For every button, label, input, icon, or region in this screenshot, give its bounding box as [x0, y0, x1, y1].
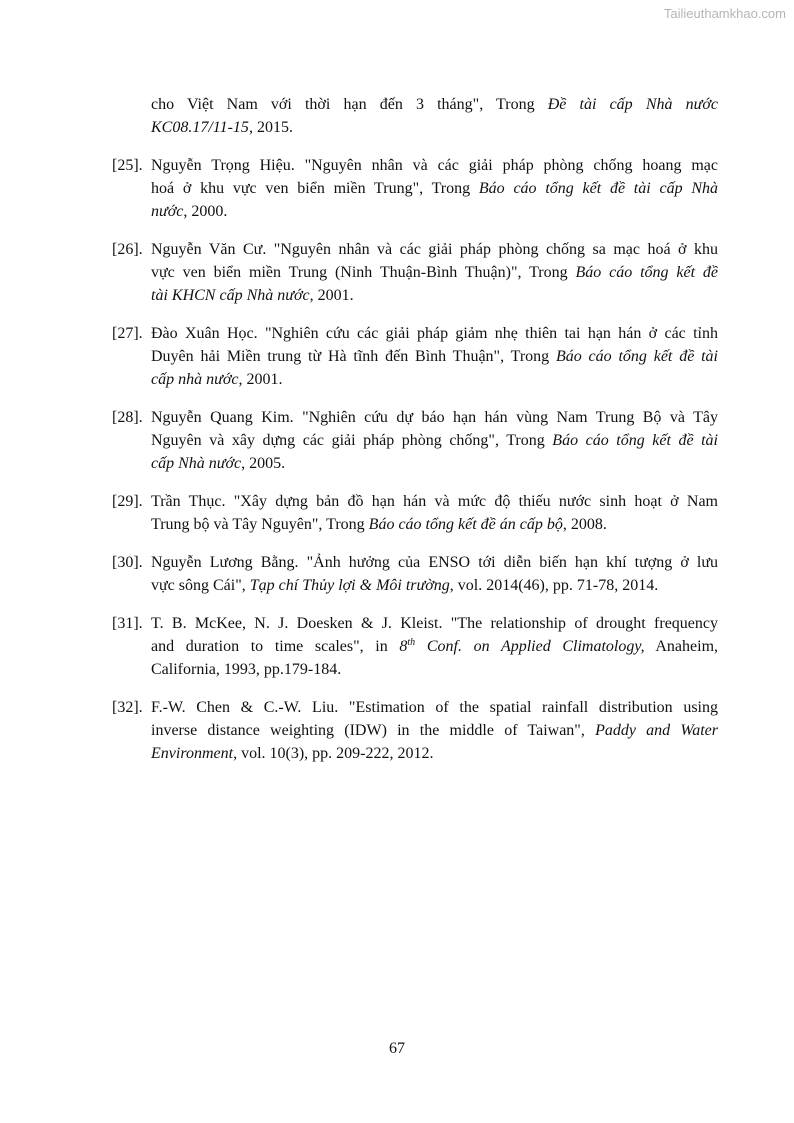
italic-title-text: 8 — [399, 638, 408, 655]
reference-line — [151, 200, 718, 223]
italic-title-text: nước — [151, 203, 184, 220]
reference-line — [151, 406, 718, 429]
reference-number: [29]. — [112, 493, 143, 510]
italic-title-text: Báo cáo tổng kết đề tài — [552, 432, 718, 449]
reference-text: and duration to time scales", in — [151, 638, 400, 655]
reference-text: , 2008. — [562, 516, 607, 533]
italic-title-text: Báo cáo tổng kết đề — [575, 264, 719, 281]
reference-line — [151, 551, 718, 574]
italic-title-text: cấp Nhà nước — [151, 455, 242, 472]
reference-line — [151, 719, 718, 742]
reference-list — [0, 93, 794, 780]
reference-line — [151, 93, 718, 116]
reference-number: [31]. — [112, 615, 143, 632]
reference-item — [0, 406, 718, 475]
reference-text: hoá ở khu vực ven biển miền Trung", Trong — [151, 180, 479, 197]
italic-title-text: cấp nhà nước — [151, 371, 239, 388]
reference-text: vực ven biển miền Trung (Ninh Thuận-Bình Thuận)", Trong — [151, 264, 576, 281]
reference-text: Trung bộ và Tây Nguyên", Trong — [151, 516, 369, 533]
reference-line — [151, 452, 718, 475]
reference-number: [32]. — [112, 699, 143, 716]
reference-text: Duyên hải Miền trung từ Hà tĩnh đến Bình Thuận", Trong — [151, 348, 556, 365]
italic-title-text: Báo cáo tổng kết đề tài — [555, 348, 719, 365]
reference-line — [151, 238, 718, 261]
reference-text: cho Việt Nam với thời hạn đến 3 tháng", Trong — [151, 96, 548, 113]
reference-text: , 2001. — [238, 371, 283, 388]
reference-line — [151, 742, 718, 765]
reference-text: , 2000. — [183, 203, 228, 220]
reference-line — [151, 261, 718, 284]
reference-item — [0, 93, 718, 139]
reference-text: , 2001. — [309, 287, 354, 304]
reference-text: , vol. 10(3), pp. 209-222, 2012. — [233, 745, 434, 762]
italic-title-text: Tạp chí Thủy lợi & Môi trường — [249, 577, 450, 594]
reference-line — [151, 696, 718, 719]
reference-text: Trần Thục. "Xây dựng bản đồ hạn hán và mức độ thiếu nước sinh hoạt ở Nam — [151, 493, 718, 510]
italic-title-text: tài KHCN cấp Nhà nước — [151, 287, 310, 304]
reference-line — [151, 368, 718, 391]
italic-title-text: th — [407, 637, 416, 648]
reference-text: Nguyễn Trọng Hiệu. "Nguyên nhân và các giải pháp phòng chống hoang mạc — [151, 157, 718, 174]
reference-text: Nguyễn Văn Cư. "Nguyên nhân và các giải pháp phòng chống sa mạc hoá ở khu — [151, 241, 718, 258]
reference-text: Nguyễn Quang Kim. "Nghiên cứu dự báo hạn hán vùng Nam Trung Bộ và Tây — [151, 409, 718, 426]
reference-item — [0, 696, 718, 765]
reference-text: Anaheim, — [644, 638, 719, 655]
reference-text: Nguyễn Lương Bằng. "Ảnh hưởng của ENSO tới diễn biến hạn khí tượng ở lưu — [151, 554, 718, 571]
reference-line — [151, 490, 718, 513]
italic-title-text: Đề tài cấp Nhà nước — [547, 96, 718, 113]
reference-text: Đào Xuân Học. "Nghiên cứu các giải pháp giảm nhẹ thiên tai hạn hán ở các tỉnh — [151, 325, 718, 342]
reference-line — [151, 574, 718, 597]
reference-number: [26]. — [112, 241, 143, 258]
reference-item — [0, 154, 718, 223]
reference-line — [151, 116, 718, 139]
reference-line — [151, 513, 718, 536]
italic-title-text: Báo cáo tổng kết đề tài cấp Nhà — [478, 180, 718, 197]
italic-title-text: Paddy and Water — [595, 722, 718, 739]
reference-text: inverse distance weighting (IDW) in the middle of Taiwan", — [151, 722, 596, 739]
italic-title-text: Conf. on Applied Climatology, — [415, 638, 645, 655]
italic-title-text: Báo cáo tổng kết đề án cấp bộ — [368, 516, 563, 533]
reference-item — [0, 238, 718, 307]
reference-text: F.-W. Chen & C.-W. Liu. "Estimation of the spatial rainfall distribution using — [151, 699, 718, 716]
reference-item — [0, 322, 718, 391]
reference-number: [30]. — [112, 554, 143, 571]
reference-line — [151, 612, 718, 635]
reference-text: California, 1993, pp.179-184. — [151, 661, 342, 678]
reference-text: Nguyên và xây dựng các giải pháp phòng chống", Trong — [151, 432, 553, 449]
reference-line — [151, 154, 718, 177]
reference-number: [27]. — [112, 325, 143, 342]
reference-line — [151, 284, 718, 307]
reference-number: [25]. — [112, 157, 143, 174]
reference-item — [0, 490, 718, 536]
reference-text: vực sông Cái", — [151, 577, 250, 594]
italic-title-text: KC08.17/11-15 — [151, 119, 249, 136]
reference-text: , 2015. — [248, 119, 293, 136]
reference-item — [0, 551, 718, 597]
reference-text: , vol. 2014(46), pp. 71-78, 2014. — [449, 577, 659, 594]
reference-line — [151, 635, 718, 658]
watermark: Tailieuthamkhao.com — [663, 6, 786, 21]
italic-title-text: Environment — [151, 745, 234, 762]
reference-line — [151, 177, 718, 200]
reference-line — [151, 322, 718, 345]
page-number: 67 — [389, 1040, 405, 1057]
reference-text: T. B. McKee, N. J. Doesken & J. Kleist. "The relationship of drought frequency — [151, 615, 718, 632]
reference-text: , 2005. — [241, 455, 286, 472]
reference-line — [151, 658, 718, 681]
reference-item — [0, 612, 718, 681]
reference-line — [151, 429, 718, 452]
reference-line — [151, 345, 718, 368]
reference-number: [28]. — [112, 409, 143, 426]
